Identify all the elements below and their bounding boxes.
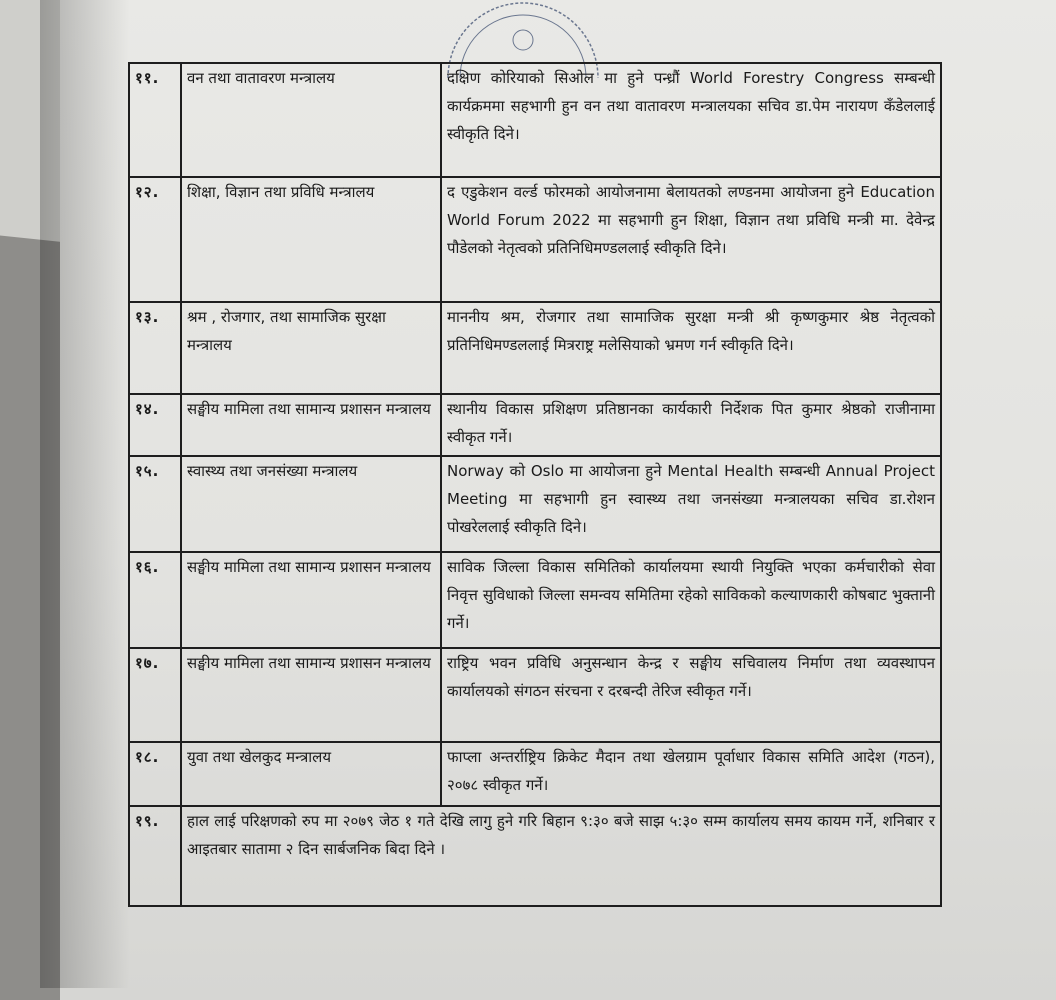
table-row <box>129 394 941 456</box>
table-row-merged <box>129 806 941 906</box>
row-number: १४. <box>129 394 181 456</box>
ministry-cell: शिक्षा, विज्ञान तथा प्रविधि मन्त्रालय <box>181 177 441 302</box>
decision-cell: हाल लाई परिक्षणको रुप मा २०७९ जेठ १ गते देखि लागु हुने गरि बिहान ९:३० बजे साझ ५:३० सम्म कार्यालय समय कायम गर्ने, शनिबार र आइतबार सातामा २ दिन सार्बजनिक बिदा दिने । <box>181 806 941 906</box>
ministry-cell: सङ्घीय मामिला तथा सामान्य प्रशासन मन्त्रालय <box>181 394 441 456</box>
row-number: १२. <box>129 177 181 302</box>
row-number: १५. <box>129 456 181 552</box>
ministry-cell: सङ्घीय मामिला तथा सामान्य प्रशासन मन्त्रालय <box>181 648 441 742</box>
ministry-cell: श्रम , रोजगार, तथा सामाजिक सुरक्षा मन्त्रालय <box>181 302 441 394</box>
decision-cell: दक्षिण कोरियाको सिओल मा हुने पन्ध्रौं World Forestry Congress सम्बन्धी कार्यक्रममा सहभागी हुन वन तथा वातावरण मन्त्रालयका सचिव डा.पेम नारायण कँडेललाई स्वीकृति दिने। <box>441 63 941 177</box>
row-number: १३. <box>129 302 181 394</box>
row-number: १८. <box>129 742 181 806</box>
ministry-cell: स्वास्थ्य तथा जनसंख्या मन्त्रालय <box>181 456 441 552</box>
cabinet-decisions-table <box>128 62 942 907</box>
row-number: १६. <box>129 552 181 648</box>
row-number: ११. <box>129 63 181 177</box>
row-number: १९. <box>129 806 181 906</box>
decision-cell: साविक जिल्ला विकास समितिको कार्यालयमा स्थायी नियुक्ति भएका कर्मचारीको सेवा निवृत्त सुविधाको जिल्ला समन्वय समितिमा रहेको साविकको कल्याणकारी कोषबाट भुक्तानी गर्ने। <box>441 552 941 648</box>
ministry-cell: सङ्घीय मामिला तथा सामान्य प्रशासन मन्त्रालय <box>181 552 441 648</box>
decision-cell: द एडुकेशन वर्ल्ड फोरमको आयोजनामा बेलायतको लण्डनमा आयोजना हुने Education World Forum 2022 मा सहभागी हुन शिक्षा, विज्ञान तथा प्रविधि मन्त्री मा. देवेन्द्र पौडेलको नेतृत्वको प्रतिनिधिमण्डललाई स्वीकृति दिने। <box>441 177 941 302</box>
table-row <box>129 63 941 177</box>
table-row <box>129 552 941 648</box>
decision-cell: स्थानीय विकास प्रशिक्षण प्रतिष्ठानका कार्यकारी निर्देशक पित कुमार श्रेष्ठको राजीनामा स्वीकृत गर्ने। <box>441 394 941 456</box>
page-shadow <box>40 0 130 988</box>
decision-cell: राष्ट्रिय भवन प्रविधि अनुसन्धान केन्द्र र सङ्घीय सचिवालय निर्माण तथा व्यवस्थापन कार्यालयको संगठन संरचना र दरबन्दी तेरिज स्वीकृत गर्ने। <box>441 648 941 742</box>
row-number: १७. <box>129 648 181 742</box>
table-row <box>129 742 941 806</box>
table-row <box>129 177 941 302</box>
table-row <box>129 302 941 394</box>
ministry-cell: वन तथा वातावरण मन्त्रालय <box>181 63 441 177</box>
ministry-cell: युवा तथा खेलकुद मन्त्रालय <box>181 742 441 806</box>
table-row <box>129 456 941 552</box>
decision-cell: Norway को Oslo मा आयोजना हुने Mental Health सम्बन्धी Annual Project Meeting मा सहभागी हुन स्वास्थ्य तथा जनसंख्या मन्त्रालयका सचिव डा.रोशन पोखरेललाई स्वीकृति दिने। <box>441 456 941 552</box>
decision-cell: फाप्ला अन्तर्राष्ट्रिय क्रिकेट मैदान तथा खेलग्राम पूर्वाधार विकास समिति आदेश (गठन), २०७८ स्वीकृत गर्ने। <box>441 742 941 806</box>
decision-cell: माननीय श्रम, रोजगार तथा सामाजिक सुरक्षा मन्त्री श्री कृष्णकुमार श्रेष्ठ नेतृत्वको प्रतिनिधिमण्डललाई मित्रराष्ट्र मलेसियाको भ्रमण गर्न स्वीकृति दिने। <box>441 302 941 394</box>
table-row <box>129 648 941 742</box>
